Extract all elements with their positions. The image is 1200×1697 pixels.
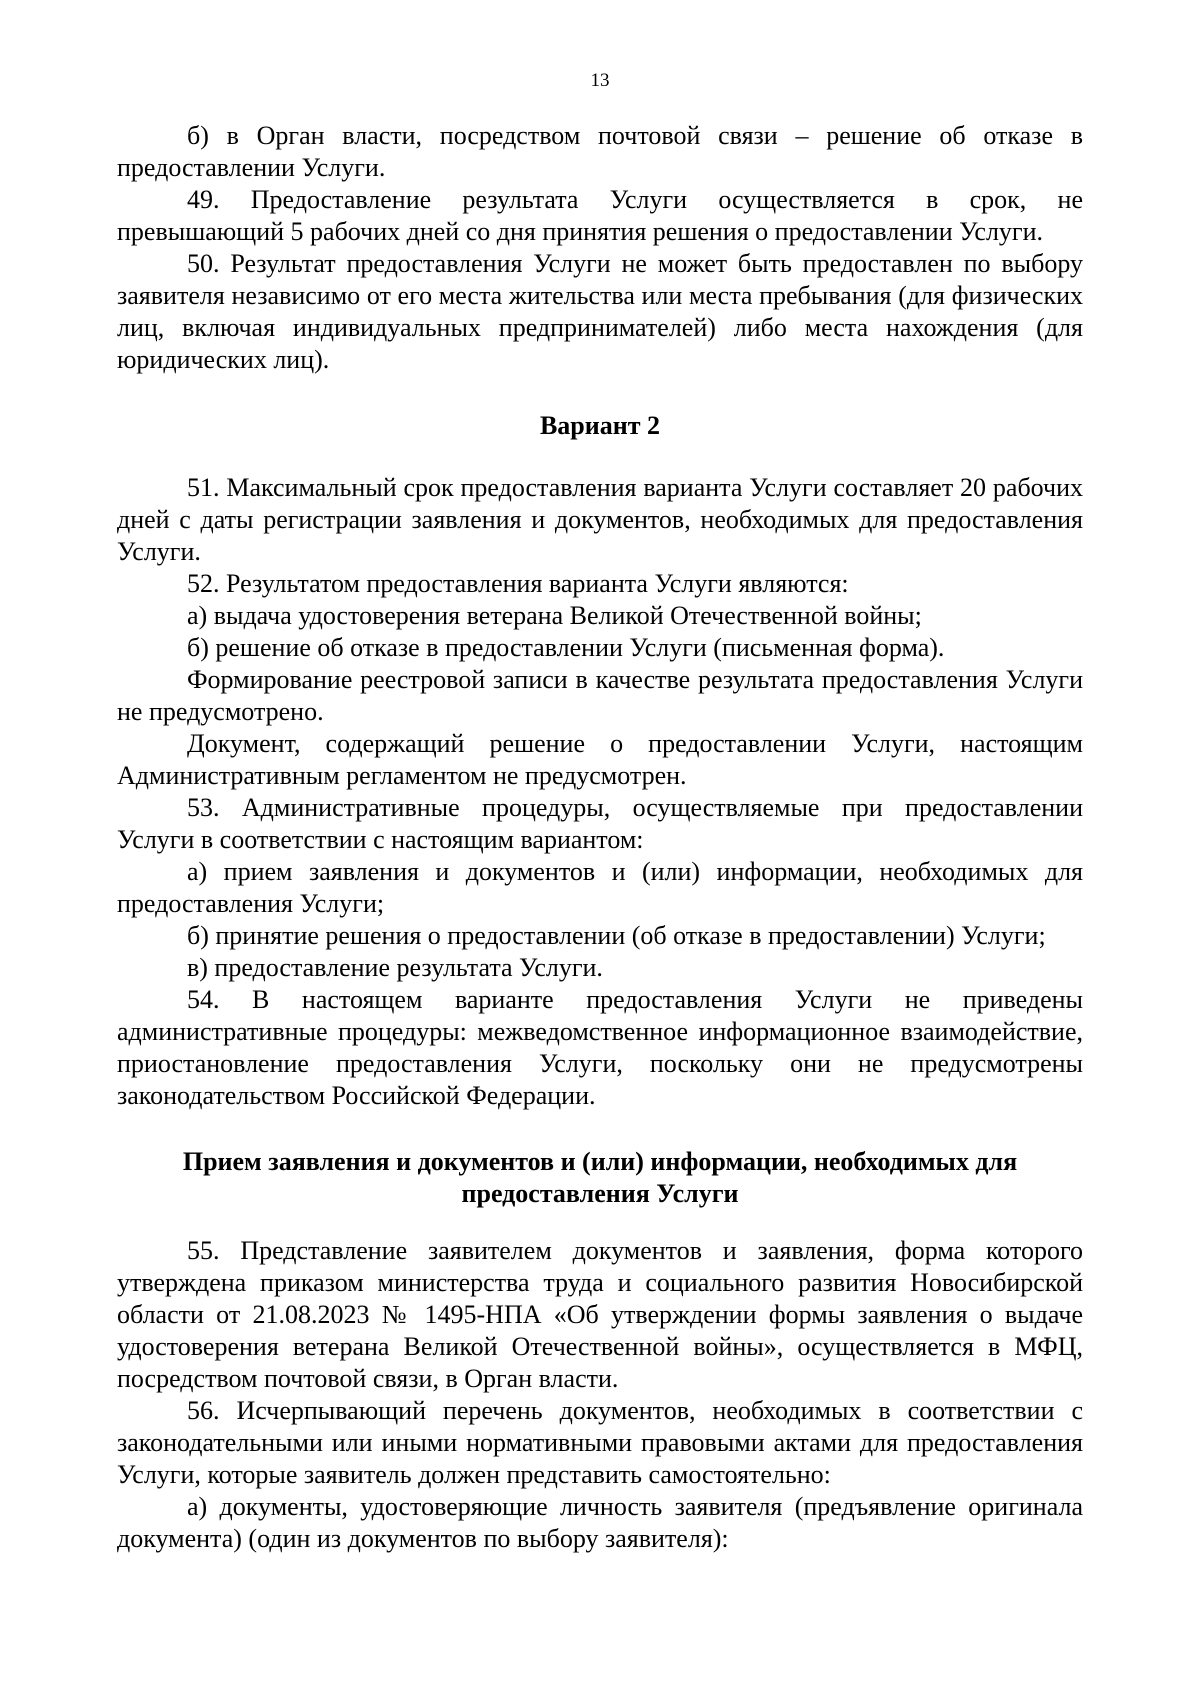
paragraph-50: 50. Результат предоставления Услуги не может быть предоставлен по выбору заявителя независимо от его места жительства или места пребывания (для физических лиц, включая индивидуальных предпринимателей) либо места нахождения (для юридических лиц). [117, 249, 1083, 374]
paragraph-53-b: б) принятие решения о предоставлении (об отказе в предоставлении) Услуги; [187, 921, 1046, 950]
section-heading-line1: Прием заявления и документов и (или) информации, необходимых для [182, 1147, 1018, 1176]
paragraph-53-a: а) прием заявления и документов и (или) информации, необходимых для предоставления Услуги; [117, 857, 1083, 918]
paragraph-52-b: б) решение об отказе в предоставлении Услуги (письменная форма). [187, 633, 945, 662]
paragraph-52: 52. Результатом предоставления варианта Услуги являются: [187, 569, 849, 598]
section-heading-line2: предоставления Услуги [461, 1179, 739, 1208]
paragraph-53-c: в) предоставление результата Услуги. [187, 953, 603, 982]
paragraph-decision-document: Документ, содержащий решение о предоставлении Услуги, настоящим Административным регламентом не предусмотрен. [117, 729, 1083, 790]
page-number: 13 [590, 70, 610, 91]
paragraph-56-a: а) документы, удостоверяющие личность заявителя (предъявление оригинала документа) (один из документов по выбору заявителя): [117, 1492, 1083, 1553]
variant-heading: Вариант 2 [539, 411, 661, 440]
paragraph-52-a: а) выдача удостоверения ветерана Великой Отечественной войны; [187, 601, 922, 630]
paragraph-53: 53. Административные процедуры, осуществляемые при предоставлении Услуги в соответствии с настоящим вариантом: [117, 793, 1083, 854]
document-body [117, 120, 1083, 1555]
paragraph-51: 51. Максимальный срок предоставления варианта Услуги составляет 20 рабочих дней с даты регистрации заявления и документов, необходимых для предоставления Услуги. [117, 473, 1083, 566]
paragraph-54: 54. В настоящем варианте предоставления Услуги не приведены административные процедуры: межведомственное информационное взаимодействие, приостановление предоставления Услуги, поскольку они не предусмотрены законодательством Российской Федерации. [117, 985, 1083, 1110]
paragraph-55: 55. Представление заявителем документов и заявления, форма которого утверждена приказом министерства труда и социального развития Новосибирской области от 21.08.2023 № 1495-НПА «Об утверждении формы заявления о выдаче удостоверения ветерана Великой Отечественной войны», осуществляется в МФЦ, посредством почтовой связи, в Орган власти. [117, 1236, 1083, 1393]
paragraph-49: 49. Предоставление результата Услуги осуществляется в срок, не превышающий 5 рабочих дней со дня принятия решения о предоставлении Услуги. [117, 185, 1083, 246]
paragraph-b-refusal-by-mail: б) в Орган власти, посредством почтовой связи – решение об отказе в предоставлении Услуги. [117, 121, 1083, 182]
paragraph-registry-record: Формирование реестровой записи в качестве результата предоставления Услуги не предусмотрено. [117, 665, 1083, 726]
section-heading [117, 1146, 1083, 1210]
paragraph-56: 56. Исчерпывающий перечень документов, необходимых в соответствии с законодательными или иными нормативными правовыми актами для предоставления Услуги, которые заявитель должен представить самостоятельно: [117, 1396, 1083, 1489]
